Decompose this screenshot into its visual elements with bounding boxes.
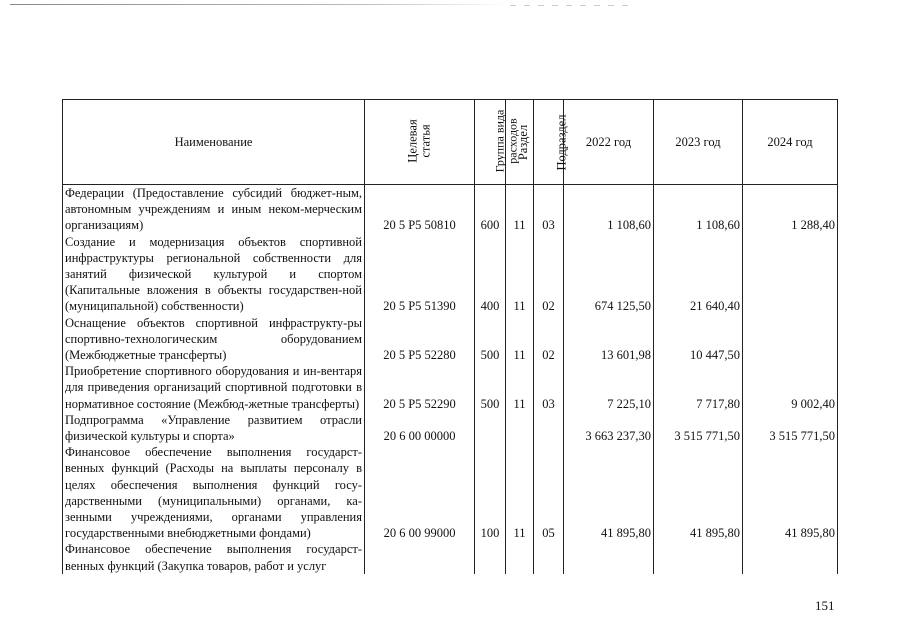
table-row: [63, 315, 838, 364]
table-row: [63, 363, 838, 412]
row-name: Финансовое обеспечение выполнения государст-венных функций (Закупка товаров, работ и услуг: [63, 541, 365, 573]
row-expense-group: [475, 541, 506, 573]
header-subsection: [534, 100, 569, 185]
row-name: Подпрограмма «Управление развитием отрасли физической культуры и спорта»: [63, 412, 365, 444]
row-2023: 7 717,80: [654, 363, 743, 412]
row-subsection: 05: [534, 444, 564, 541]
header-year-2023: 2023 год: [654, 100, 743, 185]
row-2022: 41 895,80: [564, 444, 654, 541]
row-section: 11: [506, 315, 534, 364]
header-name: Наименование: [63, 100, 365, 185]
row-2022: 674 125,50: [564, 234, 654, 315]
row-expense-group: 500: [475, 363, 506, 412]
row-subsection: 02: [534, 234, 564, 315]
header-subsection-text: Подраздел: [554, 114, 569, 171]
row-2023: 3 515 771,50: [654, 412, 743, 444]
row-section: 11: [506, 444, 534, 541]
header-target-article-text: [407, 120, 433, 163]
row-2023: [654, 541, 743, 573]
row-2024: 1 288,40: [743, 185, 838, 234]
row-subsection: [534, 541, 564, 573]
row-expense-group: 600: [475, 185, 506, 234]
table-header-row: [63, 100, 838, 185]
row-2024: [743, 234, 838, 315]
row-subsection: 03: [534, 363, 564, 412]
header-section-text: Раздел: [516, 124, 531, 161]
header-expense-group: [475, 100, 520, 185]
scan-top-rule: [10, 4, 510, 5]
row-2022: 13 601,98: [564, 315, 654, 364]
row-target-article: 20 6 00 00000: [365, 412, 475, 444]
row-section: 11: [506, 234, 534, 315]
row-name: Приобретение спортивного оборудования и ин-вентаря для приведения организаций спортивной подготовки в нормативное состояние (Межбюд-жетные трансферты): [63, 363, 365, 412]
row-name: Оснащение объектов спортивной инфраструкту-ры спортивно-технологическим оборудованием (Межбюджетные трансферты): [63, 315, 365, 364]
row-2022: 3 663 237,30: [564, 412, 654, 444]
header-target-article: [365, 100, 475, 185]
row-name: Федерации (Предоставление субсидий бюджет-ным, автономным учреждениям и иным неком-мерческим организациям): [63, 185, 365, 234]
row-target-article: 20 6 00 99000: [365, 444, 475, 541]
budget-table: [62, 99, 838, 574]
scan-top-rule-dashed: [510, 5, 630, 6]
row-2023: 1 108,60: [654, 185, 743, 234]
header-target-article-line1: Целевая: [405, 119, 420, 164]
table-row: [63, 185, 838, 234]
row-2024: 9 002,40: [743, 363, 838, 412]
row-name: Финансовое обеспечение выполнения государст-венных функций (Расходы на выплаты персоналу в целях обеспечения выполнения функций госу-дарственными (муниципальными) органами, ка-зенными учреждениями, органами управления государственными внебюджетными фондами): [63, 444, 365, 541]
row-target-article: 20 5 P5 52280: [365, 315, 475, 364]
row-2023: 10 447,50: [654, 315, 743, 364]
row-2024: 3 515 771,50: [743, 412, 838, 444]
row-section: 11: [506, 185, 534, 234]
row-expense-group: 100: [475, 444, 506, 541]
header-expense-group-line1: Группа вида: [492, 110, 507, 173]
row-2024: 41 895,80: [743, 444, 838, 541]
row-2022: [564, 541, 654, 573]
row-target-article: 20 5 P5 52290: [365, 363, 475, 412]
row-2024: [743, 315, 838, 364]
row-target-article: 20 5 P5 51390: [365, 234, 475, 315]
row-expense-group: 400: [475, 234, 506, 315]
row-target-article: 20 5 P5 50810: [365, 185, 475, 234]
row-subsection: [534, 412, 564, 444]
header-year-2022: 2022 год: [564, 100, 654, 185]
row-name: Создание и модернизация объектов спортивной инфраструктуры региональной собственности для занятий физической культурой и спортом (Капитальные вложения в объекты государствен-ной (муниципальной) собственности): [63, 234, 365, 315]
header-year-2024: 2024 год: [743, 100, 838, 185]
table-row: [63, 234, 838, 315]
row-section: [506, 412, 534, 444]
row-2022: 1 108,60: [564, 185, 654, 234]
row-section: [506, 541, 534, 573]
page-number: 151: [815, 598, 835, 613]
row-2024: [743, 541, 838, 573]
row-expense-group: 500: [475, 315, 506, 364]
table-row: [63, 412, 838, 444]
header-target-article-line2: статья: [418, 124, 433, 159]
row-expense-group: [475, 412, 506, 444]
row-subsection: 02: [534, 315, 564, 364]
row-section: 11: [506, 363, 534, 412]
row-2023: 41 895,80: [654, 444, 743, 541]
table-row: [63, 541, 838, 573]
row-2023: 21 640,40: [654, 234, 743, 315]
table-row: [63, 444, 838, 541]
row-subsection: 03: [534, 185, 564, 234]
row-2022: 7 225,10: [564, 363, 654, 412]
row-target-article: [365, 541, 475, 573]
header-expense-group-line2: расходов: [505, 118, 520, 165]
